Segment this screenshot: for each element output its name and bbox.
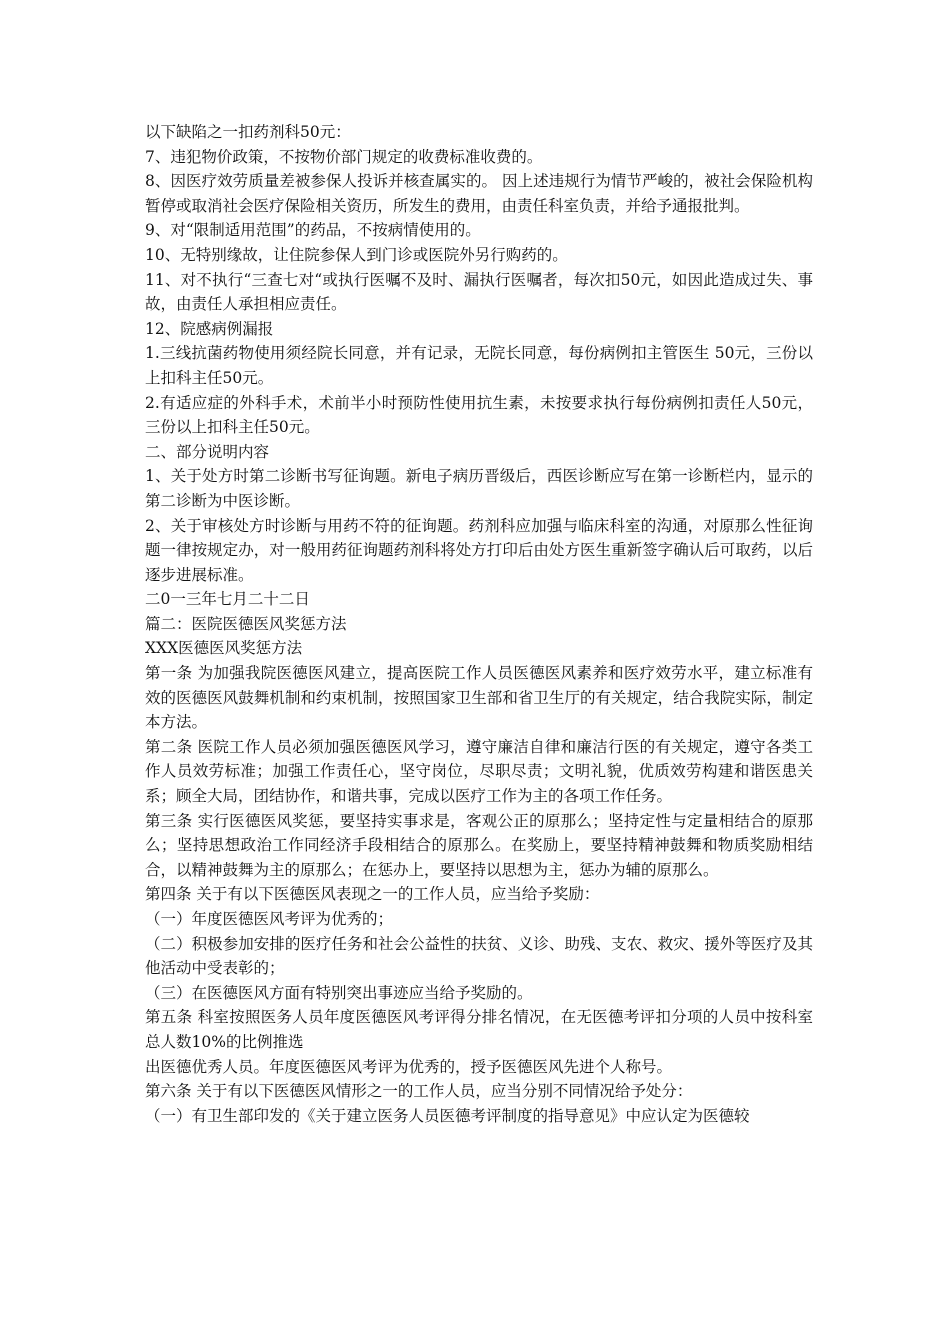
date-line: 二0一三年七月二十二日 bbox=[145, 590, 310, 609]
paragraph: 以下缺陷之一扣药剂科50元： bbox=[145, 123, 351, 141]
list-item: （二）积极参加安排的医疗任务和社会公益性的扶贫、义诊、助残、支农、救灾、援外等医疗及其他活动中受表彰的； bbox=[145, 934, 813, 978]
section-heading: 二、部分说明内容 bbox=[145, 442, 270, 461]
paragraph: 12、院感病例漏报 bbox=[145, 319, 274, 338]
list-item: （三）在医德医风方面有特别突出事迹应当给予奖励的。 bbox=[145, 983, 533, 1002]
list-item: （一）年度医德医风考评为优秀的； bbox=[145, 910, 394, 928]
paragraph: 2.有适应症的外科手术，术前半小时预防性使用抗生素，未按要求执行每份病例扣责任人50元，三份以上扣科主任50元。 bbox=[145, 393, 813, 437]
paragraph: 1.三线抗菌药物使用须经院长同意，并有记录，无院长同意，每份病例扣主管医生 50元，三份以上扣科主任50元。 bbox=[145, 344, 813, 387]
document-title: XXX医德医风奖惩方法 bbox=[145, 639, 303, 658]
article-paragraph: 第二条 医院工作人员必须加强医德医风学习，遵守廉洁自律和廉洁行医的有关规定，遵守各类工作人员效劳标准；加强工作责任心，坚守岗位，尽职尽责；文明礼貌，优质效劳构建和谐医患关系；顾全大局，团结协作，和谐共事，完成以医疗工作为主的各项工作任务。 bbox=[145, 737, 813, 806]
document-body bbox=[145, 120, 813, 1128]
article-paragraph: 第五条 科室按照医务人员年度医德医风考评得分排名情况，在无医德考评扣分项的人员中按科室总人数10%的比例推选 bbox=[145, 1008, 813, 1051]
paragraph: 8、因医疗效劳质量差被参保人投诉并核查属实的。 因上述违规行为情节严峻的，被社会保险机构暂停或取消社会医疗保险相关资历，所发生的费用，由责任科室负责，并给予通报批判。 bbox=[145, 172, 813, 215]
paragraph: 出医德优秀人员。年度医德医风考评为优秀的，授予医德医风先进个人称号。 bbox=[145, 1057, 673, 1076]
paragraph: 1、关于处方时第二诊断书写征询题。新电子病历晋级后，西医诊断应写在第一诊断栏内，显示的第二诊断为中医诊断。 bbox=[145, 467, 813, 510]
article-paragraph: 第三条 实行医德医风奖惩，要坚持实事求是，客观公正的原那么；坚持定性与定量相结合的原那么；坚持思想政治工作同经济手段相结合的原那么。在奖励上，要坚持精神鼓舞和物质奖励相结合，以精神鼓舞为主的原那么；在惩办上，要坚持以思想为主，惩办为辅的原那么。 bbox=[145, 811, 813, 879]
paragraph: 9、对“限制适用范围”的药品，不按病情使用的。 bbox=[145, 221, 481, 240]
paragraph: 10、无特别缘故，让住院参保人到门诊或医院外另行购药的。 bbox=[145, 245, 568, 264]
chapter-heading: 篇二：医院医德医风奖惩方法 bbox=[145, 614, 347, 633]
paragraph: 2、关于审核处方时诊断与用药不符的征询题。药剂科应加强与临床科室的沟通，对原那么性征询题一律按规定办，对一般用药征询题药剂科将处方打印后由处方医生重新签字确认后可取药，以后逐步进展标准。 bbox=[145, 516, 813, 584]
paragraph: 7、违犯物价政策，不按物价部门规定的收费标准收费的。 bbox=[145, 147, 543, 166]
list-item: （一）有卫生部印发的《关于建立医务人员医德考评制度的指导意见》中应认定为医德较 bbox=[145, 1106, 750, 1125]
paragraph: 11、对不执行“三查七对“或执行医嘱不及时、漏执行医嘱者，每次扣50元，如因此造成过失、事故，由责任人承担相应责任。 bbox=[145, 270, 813, 314]
article-paragraph: 第六条 关于有以下医德医风情形之一的工作人员，应当分别不同情况给予处分： bbox=[145, 1082, 693, 1101]
article-paragraph: 第四条 关于有以下医德医风表现之一的工作人员，应当给予奖励： bbox=[145, 885, 600, 904]
article-paragraph: 第一条 为加强我院医德医风建立，提高医院工作人员医德医风素养和医疗效劳水平，建立标准有效的医德医风鼓舞机制和约束机制，按照国家卫生部和省卫生厅的有关规定，结合我院实际，制定本方法。 bbox=[145, 664, 813, 732]
